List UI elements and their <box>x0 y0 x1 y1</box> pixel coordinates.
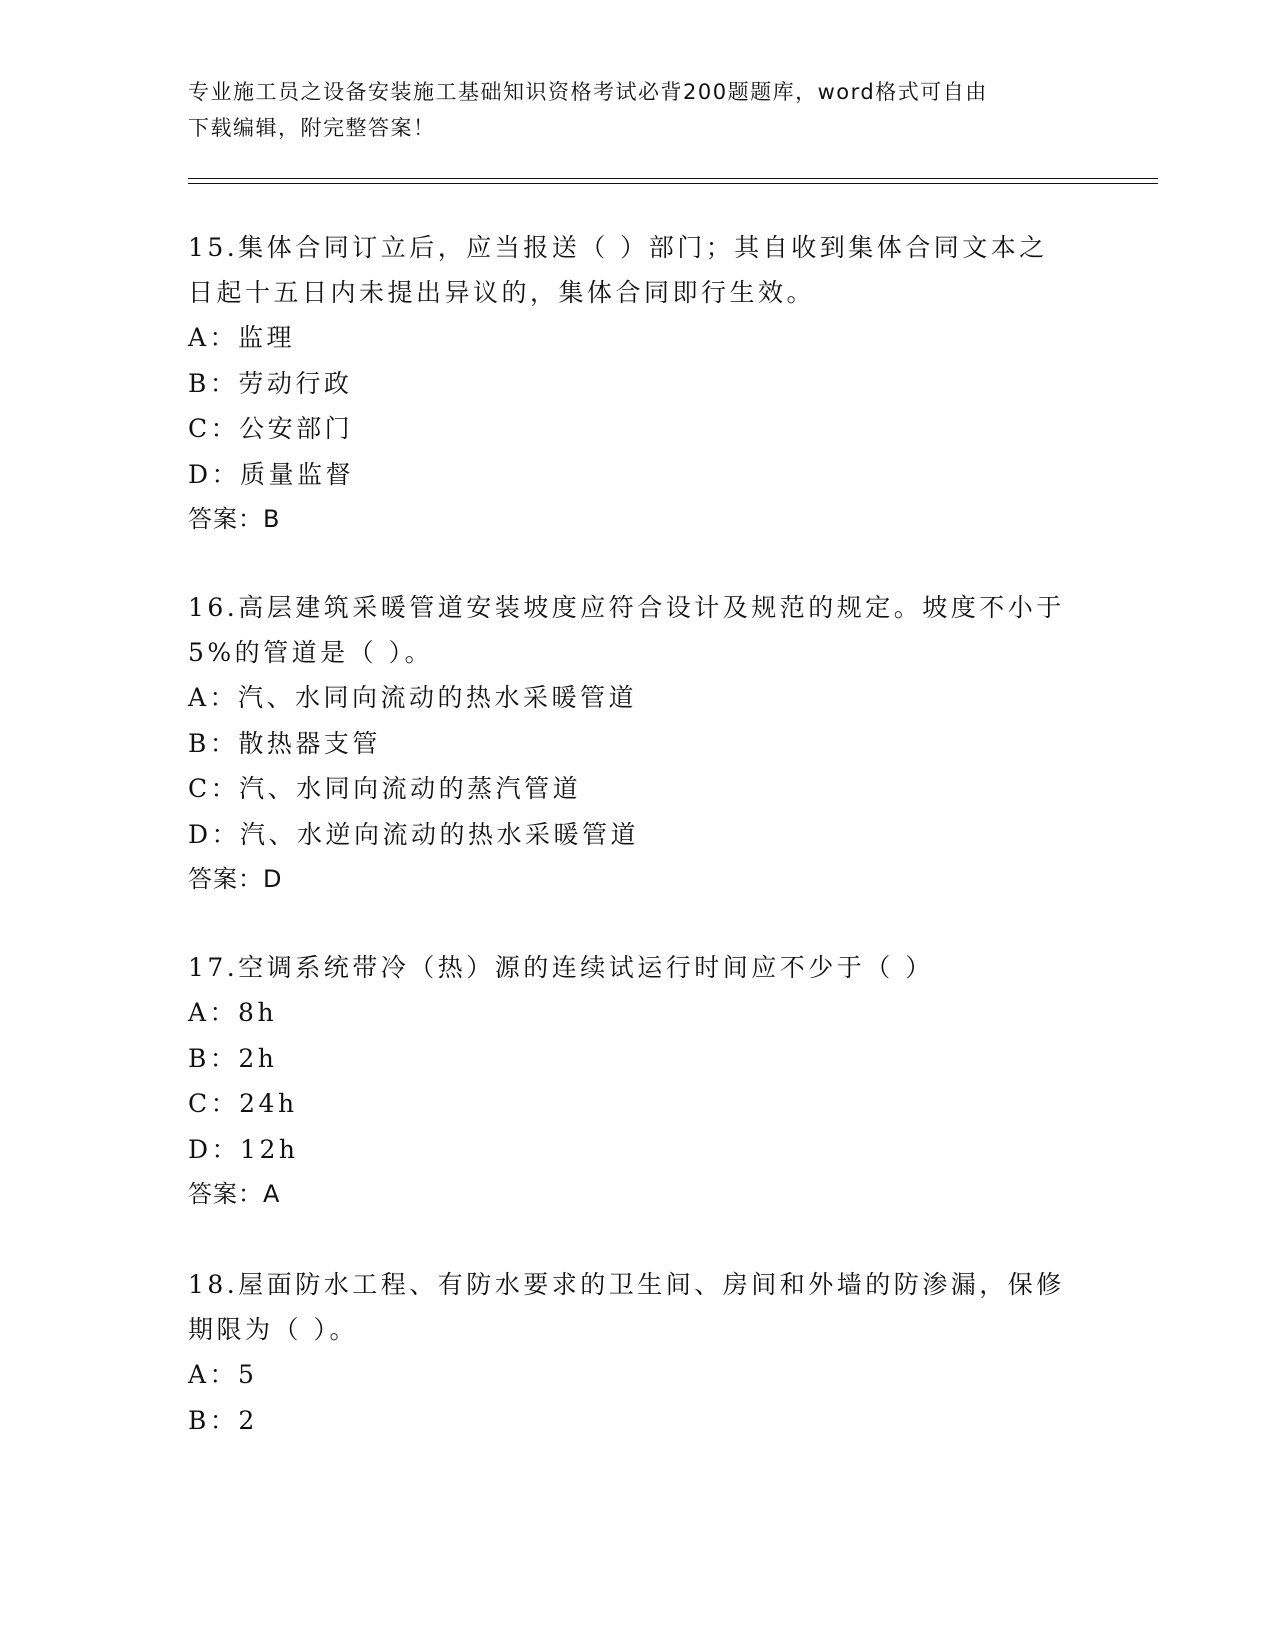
option-b: B：2 <box>188 1405 258 1435</box>
header-divider-bottom <box>188 183 1158 184</box>
answer-line: 答案：A <box>188 1180 281 1208</box>
option-c: C：公安部门 <box>188 414 354 443</box>
header-divider-top <box>188 178 1158 179</box>
question-15 <box>188 225 1088 542</box>
option-b: B：2h <box>188 1043 278 1073</box>
question-stem-line: 期限为（ ）。 <box>188 1315 358 1344</box>
question-stem-line: 17.空调系统带冷（热）源的连续试运行时间应不少于（ ） <box>188 953 934 982</box>
question-stem-line: 5%的管道是（ ）。 <box>188 638 434 667</box>
option-a: A：监理 <box>188 323 296 352</box>
option-d: D：12h <box>188 1134 299 1164</box>
document-header <box>188 74 1088 146</box>
option-a: A：8h <box>188 998 278 1027</box>
question-stem-line: 16.高层建筑采暖管道安装坡度应符合设计及规范的规定。坡度不小于 <box>188 593 1065 622</box>
option-a: A：汽、水同向流动的热水采暖管道 <box>188 683 638 712</box>
header-line-1: 专业施工员之设备安装施工基础知识资格考试必背200题题库，word格式可自由 <box>188 80 988 104</box>
option-b: B：散热器支管 <box>188 728 381 758</box>
header-line-2: 下载编辑，附完整答案！ <box>188 116 436 140</box>
answer-line: 答案：D <box>188 865 283 893</box>
question-stem-line: 日起十五日内未提出异议的，集体合同即行生效。 <box>188 278 816 307</box>
question-16 <box>188 585 1088 902</box>
option-d: D：汽、水逆向流动的热水采暖管道 <box>188 819 640 849</box>
option-d: D：质量监督 <box>188 459 355 489</box>
option-c: C：24h <box>188 1089 298 1118</box>
option-b: B：劳动行政 <box>188 368 353 398</box>
option-a: A：5 <box>188 1360 258 1389</box>
answer-line: 答案：B <box>188 505 281 533</box>
question-17 <box>188 945 1088 1217</box>
question-stem-line: 15.集体合同订立后，应当报送（ ）部门；其自收到集体合同文本之 <box>188 233 1048 262</box>
question-stem-line: 18.屋面防水工程、有防水要求的卫生间、房间和外墙的防渗漏，保修 <box>188 1270 1065 1299</box>
question-18 <box>188 1262 1088 1443</box>
option-c: C：汽、水同向流动的蒸汽管道 <box>188 774 582 803</box>
